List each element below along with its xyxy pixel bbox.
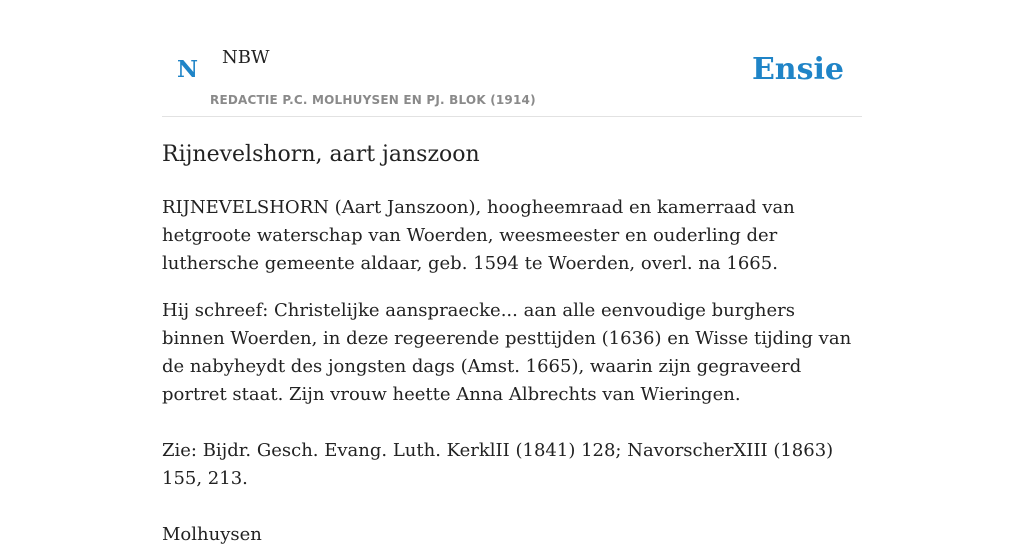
article-author: Molhuysen: [162, 524, 262, 545]
source-header: [162, 0, 862, 117]
source-logo[interactable]: N: [177, 56, 199, 83]
brand-logo[interactable]: Ensie: [751, 52, 844, 87]
article: [162, 139, 862, 549]
source-subtitle: REDACTIE P.C. MOLHUYSEN EN PJ. BLOK (1914): [210, 93, 536, 107]
article-paragraph: Hij schreef: Christelijke aanspraecke... aan alle eenvoudige burghers binnen Woerden, in deze regeerende pesttijden (1636) en Wisse tijding van de nabyheydt des jongsten dags (Amst. 1665), waarin zijn gegraveerd portret staat. Zijn vrouw heette Anna Albrechts van Wieringen.: [162, 300, 852, 405]
article-title: Rijnevelshorn, aart janszoon: [162, 142, 480, 167]
source-title[interactable]: NBW: [222, 47, 270, 68]
article-reference: Zie: Bijdr. Gesch. Evang. Luth. KerklII (1841) 128; NavorscherXIII (1863) 155, 213.: [162, 440, 834, 489]
article-paragraph: RIJNEVELSHORN (Aart Janszoon), hoogheemraad en kamerraad van hetgroote waterschap van Woerden, weesmeester en ouderling der luthersche gemeente aldaar, geb. 1594 te Woerden, overl. na 1665.: [162, 197, 795, 274]
